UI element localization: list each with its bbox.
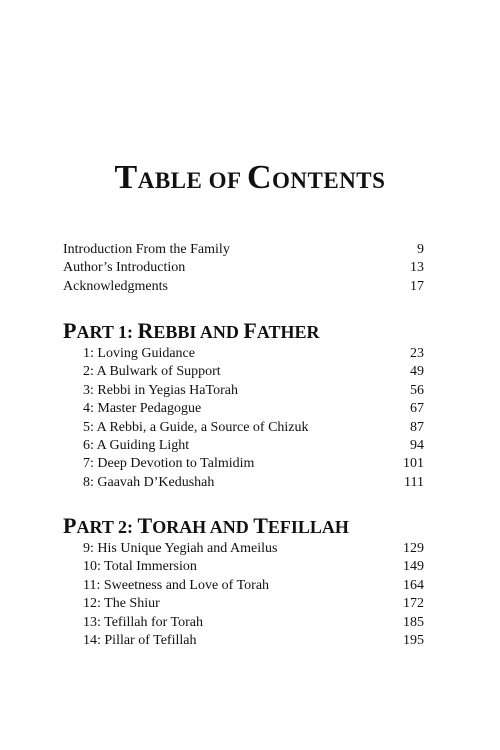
heading-initial: R xyxy=(137,318,154,343)
entry-page: 13 xyxy=(410,260,424,276)
chapter-page: 56 xyxy=(410,382,424,398)
front-matter-list xyxy=(63,241,424,296)
chapter-page: 172 xyxy=(403,596,424,612)
entry-label: Author’s Introduction xyxy=(63,260,186,276)
chapter-page: 87 xyxy=(410,419,424,435)
chapter-entry[interactable] xyxy=(63,363,424,381)
title-rest-2: ONTENTS xyxy=(272,168,386,193)
entry-page: 17 xyxy=(410,278,424,294)
heading-text: ATHER xyxy=(256,322,320,342)
heading-initial: P xyxy=(63,513,77,538)
part-2-section xyxy=(63,513,424,540)
chapter-label: 12: The Shiur xyxy=(83,596,160,612)
title-initial-t: T xyxy=(114,159,138,196)
part-1-chapter-list xyxy=(63,345,424,492)
chapter-page: 185 xyxy=(403,614,424,630)
chapter-page: 111 xyxy=(404,474,424,490)
chapter-label: 10: Total Immersion xyxy=(83,559,197,575)
entry-label: Acknowledgments xyxy=(63,278,168,294)
chapter-entry[interactable] xyxy=(63,345,424,363)
chapter-entry[interactable] xyxy=(63,474,424,492)
chapter-label: 9: His Unique Yegiah and Ameilus xyxy=(83,541,278,556)
heading-initial: F xyxy=(243,318,257,343)
chapter-entry[interactable] xyxy=(63,632,424,650)
heading-initial: P xyxy=(63,318,77,343)
part-1-heading xyxy=(63,318,424,345)
chapter-label: 3: Rebbi in Yegias HaTorah xyxy=(83,382,238,398)
chapter-page: 23 xyxy=(410,346,424,361)
chapter-entry[interactable] xyxy=(63,400,424,418)
heading-text: EBBI AND xyxy=(153,322,244,342)
chapter-page: 129 xyxy=(403,541,424,556)
chapter-label: 2: A Bulwark of Support xyxy=(83,364,221,380)
heading-initial: T xyxy=(137,513,153,538)
part-2-heading xyxy=(63,513,424,540)
part-1-section xyxy=(63,318,424,345)
chapter-label: 7: Deep Devotion to Talmidim xyxy=(83,456,255,472)
chapter-label: 5: A Rebbi, a Guide, a Source of Chizuk xyxy=(83,419,309,435)
chapter-entry[interactable] xyxy=(63,595,424,613)
chapter-page: 101 xyxy=(403,456,424,472)
entry-page: 9 xyxy=(417,242,424,257)
chapter-page: 149 xyxy=(403,559,424,575)
entry-label: Introduction From the Family xyxy=(63,242,230,257)
chapter-page: 49 xyxy=(410,364,424,380)
chapter-label: 11: Sweetness and Love of Torah xyxy=(83,577,270,593)
chapter-entry[interactable] xyxy=(63,437,424,455)
chapter-entry[interactable] xyxy=(63,540,424,558)
chapter-entry[interactable] xyxy=(63,577,424,595)
chapter-label: 6: A Guiding Light xyxy=(83,437,190,453)
chapter-page: 67 xyxy=(410,401,424,417)
toc-entry[interactable] xyxy=(63,259,424,277)
chapter-entry[interactable] xyxy=(63,614,424,632)
part-2-chapter-list xyxy=(63,540,424,650)
heading-text: ART 2: xyxy=(76,517,138,537)
heading-text: ART 1: xyxy=(76,322,138,342)
heading-initial: T xyxy=(253,513,268,538)
toc-entry[interactable] xyxy=(63,278,424,296)
chapter-entry[interactable] xyxy=(63,382,424,400)
chapter-page: 195 xyxy=(403,632,424,648)
title-rest-1: ABLE OF xyxy=(137,168,247,193)
chapter-entry[interactable] xyxy=(63,419,424,437)
chapter-entry[interactable] xyxy=(63,455,424,473)
chapter-label: 8: Gaavah D’Kedushah xyxy=(83,474,215,490)
page-title xyxy=(0,160,500,199)
chapter-label: 13: Tefillah for Torah xyxy=(83,614,203,630)
chapter-entry[interactable] xyxy=(63,558,424,576)
heading-text: EFILLAH xyxy=(267,517,349,537)
chapter-label: 14: Pillar of Tefillah xyxy=(83,632,197,648)
heading-text: ORAH AND xyxy=(152,517,254,537)
chapter-label: 4: Master Pedagogue xyxy=(83,401,202,417)
chapter-page: 164 xyxy=(403,577,424,593)
toc-entry[interactable] xyxy=(63,241,424,259)
chapter-label: 1: Loving Guidance xyxy=(83,346,195,361)
title-initial-c: C xyxy=(246,159,273,196)
chapter-page: 94 xyxy=(410,437,424,453)
